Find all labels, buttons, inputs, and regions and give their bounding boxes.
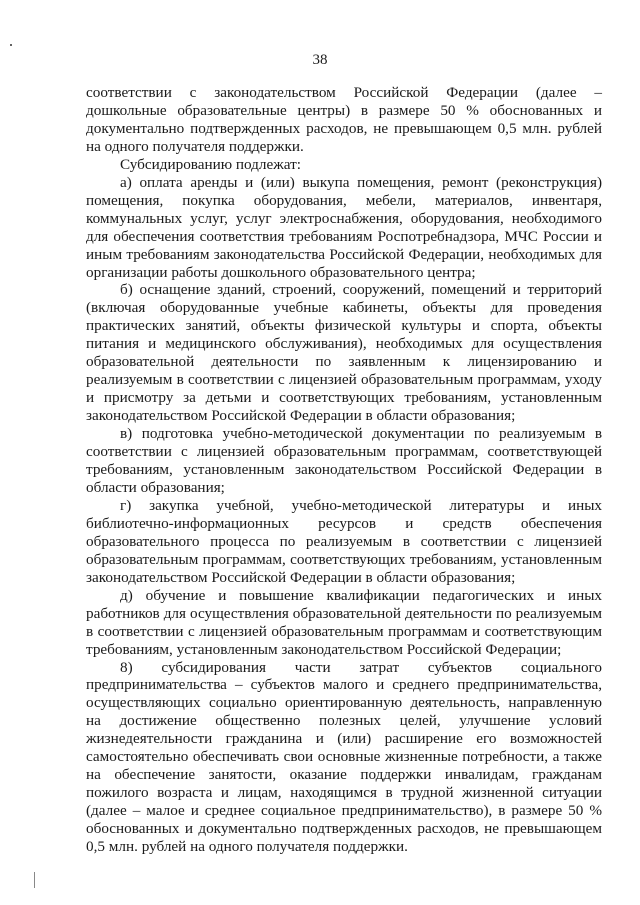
document-body — [86, 84, 602, 856]
paragraph-subsidy-heading: Субсидированию подлежат: — [120, 155, 301, 173]
paragraph-item-v: в) подготовка учебно-методической документации по реализуемым в соответствии с лицензией образовательным программам, соответствующей требованиям, установленным законодательством Российской Федерации в области образования; — [86, 425, 602, 496]
paragraph-item-d: д) обучение и повышение квалификации педагогических и иных работников для осуществления образовательной деятельности по реализуемым в соответствии с лицензией образовательным программам и соответствующим требованиям, установленным законодательством Российской Федерации; — [86, 586, 602, 658]
scan-edge-mark — [34, 872, 35, 888]
paragraph-item-b: б) оснащение зданий, строений, сооружений, помещений и территорий (включая оборудованные учебные кабинеты, объекты для проведения практических занятий, объекты физической культуры и спорта, объекты питания и медицинского обслуживания), необходимых для осуществления образовательной деятельности по заявленным к лицензированию и реализуемым в соответствии с лицензией образовательным программам, уходу и присмотру за детьми и соответствующих требованиям, установленным законодательством Российской Федерации в области образования; — [86, 281, 602, 425]
paragraph-item-a: а) оплата аренды и (или) выкупа помещения, ремонт (реконструкция) помещения, покупка оборудования, мебели, материалов, инвентаря, коммунальных услуг, услуг электроснабжения, оборудования, необходимого для обеспечения соответствия требованиям Роспотребнадзора, МЧС России и иным требованиям законодательства Российской Федерации, необходимых для организации работы дошкольного образовательного центра; — [86, 173, 602, 281]
paragraph-item-g: г) закупка учебной, учебно-методической литературы и иных библиотечно-информационных ресурсов и средств обеспечения образовательного процесса по реализуемым в соответствии с лицензией образовательным программам, соответствующих требованиям, установленным законодательством Российской Федерации в области образования; — [86, 496, 602, 586]
scan-speck — [10, 44, 12, 46]
paragraph-item-8: 8) субсидирования части затрат субъектов социального предпринимательства – субъектов малого и среднего предпринимательства, осуществляющих социально ориентированную деятельность, направленную на достижение общественно полезных целей, улучшение условий жизнедеятельности гражданина и (или) расширение его возможностей самостоятельно обеспечивать свои основные жизненные потребности, а также на обеспечение занятости, оказание поддержки инвалидам, гражданам пожилого возраста и лицам, находящимся в трудной жизненной ситуации (далее – малое и среднее социальное предпринимательство), в размере 50 % обоснованных и документально подтвержденных расходов, не превышающем 0,5 млн. рублей на одного получателя поддержки. — [86, 658, 602, 856]
page-number: 38 — [312, 52, 328, 68]
paragraph-intro-continuation: соответствии с законодательством Российской Федерации (далее – дошкольные образовательные центры) в размере 50 % обоснованных и документально подтвержденных расходов, не превышающем 0,5 млн. рублей на одного получателя поддержки. — [86, 84, 602, 155]
